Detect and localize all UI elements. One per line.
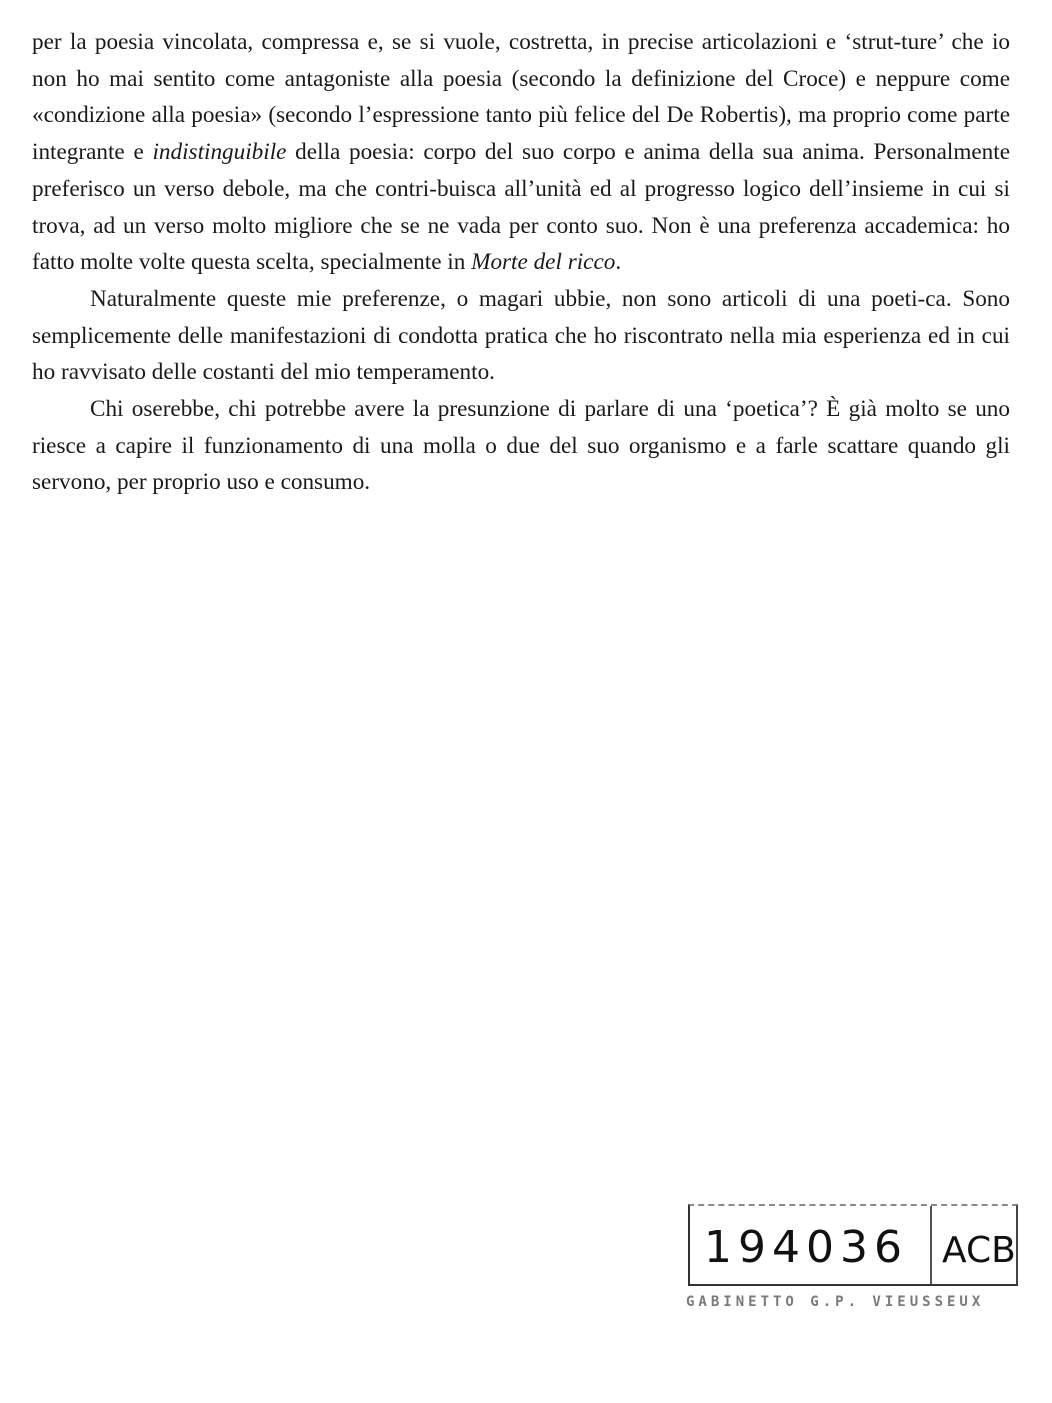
paragraph-3: Chi oserebbe, chi potrebbe avere la presunzione di parlare di una ‘poetica’? È già molto se uno riesce a capire il funzionamento di una molla o due del suo organismo e a farle scattare quando gli servono, per proprio uso e consumo. — [32, 396, 1010, 496]
paragraph-2: Naturalmente queste mie preferenze, o magari ubbie, non sono articoli di una poeti-ca. Sono semplicemente delle manifestazioni di condotta pratica che ho riscontrato nella mia esperienza ed in cui ho ravvisato delle costanti del mio temperamento. — [32, 285, 1010, 386]
paragraph-1-italic-2: Morte del ricco — [471, 249, 616, 276]
stamp-inventory-number: 194036 — [704, 1222, 908, 1273]
paragraph-1-text-1: per la poesia vincolata, compressa e, se si vuole, costretta, in precise articolazioni e ‘strut-ture’ che io non ho mai sentito come antagoniste alla poesia (secondo la definizione del Croce) e neppure come «condizione alla poesia» (secondo l’espressione tanto più felice del De Robertis), ma proprio come parte integrante e — [32, 29, 1010, 166]
library-stamp — [680, 1196, 1022, 1321]
stamp-institution: GABINETTO G.P. VIEUSSEUX — [686, 1294, 985, 1310]
stamp-code: ACB — [942, 1230, 1016, 1271]
paragraph-1-italic-1: indistinguibile — [152, 139, 287, 166]
stamp-divider — [930, 1206, 932, 1284]
paragraph-1-text-2: della poesia: corpo del suo corpo e anima della sua anima. Personalmente preferisco un verso debole, ma che contri-buisca all’unità ed al progresso logico dell’insieme in cui si trova, ad un verso molto migliore che se ne vada per conto suo. Non è una preferenza accademica: ho fatto molte volte questa scelta, specialmente in — [32, 139, 1011, 276]
paragraph-1-text-3: . — [615, 249, 622, 276]
page-text — [32, 24, 1010, 501]
paragraph-1 — [32, 24, 1010, 281]
